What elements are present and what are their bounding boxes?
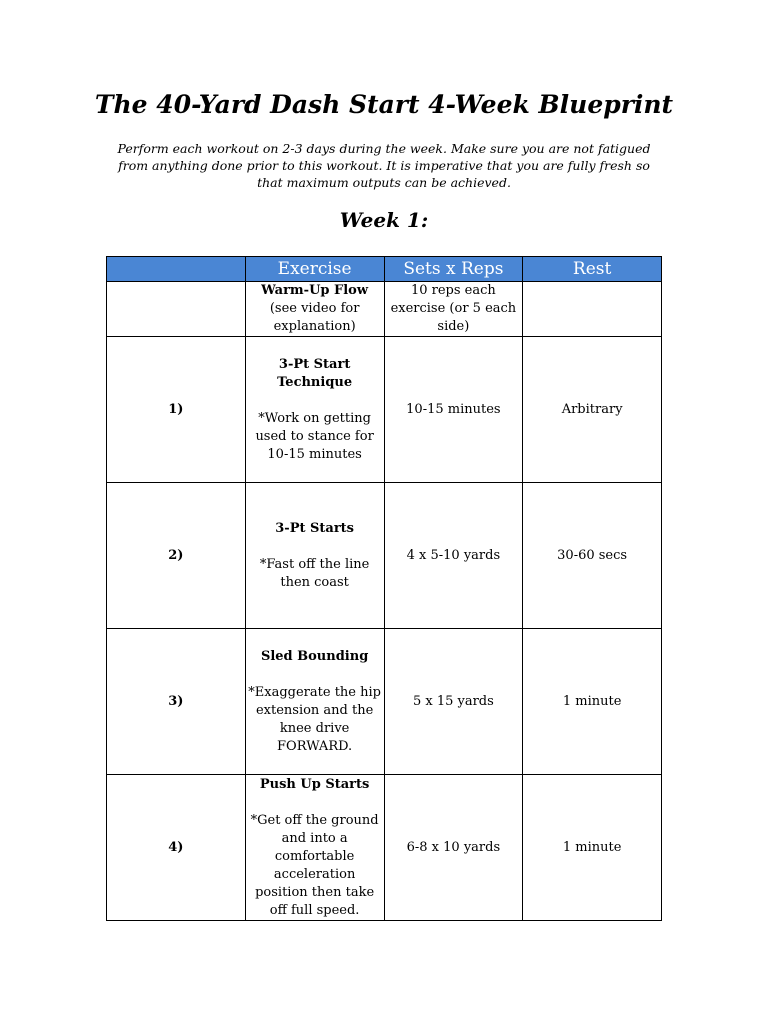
rest-cell: 1 minute [523, 775, 662, 921]
table-row [107, 629, 662, 775]
row-number: 4) [107, 775, 246, 921]
table-row-warmup [107, 282, 662, 337]
header-rest: Rest [523, 257, 662, 282]
sets-reps-cell: 5 x 15 yards [384, 629, 523, 775]
table-row [107, 337, 662, 483]
row-number: 1) [107, 337, 246, 483]
exercise-cell [245, 337, 384, 483]
rest-cell: Arbitrary [523, 337, 662, 483]
header-sets-reps: Sets x Reps [384, 257, 523, 282]
header-number [107, 257, 246, 282]
header-exercise: Exercise [245, 257, 384, 282]
row-number: 2) [107, 483, 246, 629]
exercise-note: *Work on getting used to stance for 10-15 minutes [255, 410, 374, 462]
workout-table [106, 256, 662, 921]
exercise-name: Push Up Starts [259, 776, 370, 792]
exercise-note: *Exaggerate the hip extension and the knee drive FORWARD. [248, 684, 381, 754]
page-title: The 40-Yard Dash Start 4-Week Blueprint [94, 90, 674, 119]
sets-reps-cell: 6-8 x 10 yards [384, 775, 523, 921]
exercise-name: 3-Pt Start Technique [277, 356, 353, 390]
rest-cell: 30-60 secs [523, 483, 662, 629]
week-heading: Week 1: [339, 208, 429, 232]
exercise-note: (see video for explanation) [269, 301, 360, 334]
sets-reps-cell: 4 x 5-10 yards [384, 483, 523, 629]
rest-cell [523, 282, 662, 337]
table-header-row [107, 257, 662, 282]
exercise-note: *Get off the ground and into a comfortable acceleration position then take off full speed. [250, 812, 379, 918]
intro-text: Perform each workout on 2-3 days during the week. Make sure you are not fatigued from anything done prior to this workout. It is imperative that you are fully fresh so that maximum outputs can be achieved. [117, 141, 651, 190]
sets-reps-cell: 10 reps each exercise (or 5 each side) [384, 282, 523, 337]
exercise-cell [245, 775, 384, 921]
row-number [107, 282, 246, 337]
row-number: 3) [107, 629, 246, 775]
rest-cell: 1 minute [523, 629, 662, 775]
table-row [107, 483, 662, 629]
exercise-cell [245, 282, 384, 337]
exercise-name: 3-Pt Starts [275, 520, 354, 536]
exercise-name: Warm-Up Flow [261, 283, 369, 298]
exercise-cell [245, 629, 384, 775]
exercise-cell [245, 483, 384, 629]
exercise-note: *Fast off the line then coast [259, 556, 370, 590]
table-row [107, 775, 662, 921]
sets-reps-cell: 10-15 minutes [384, 337, 523, 483]
exercise-name: Sled Bounding [260, 648, 369, 664]
